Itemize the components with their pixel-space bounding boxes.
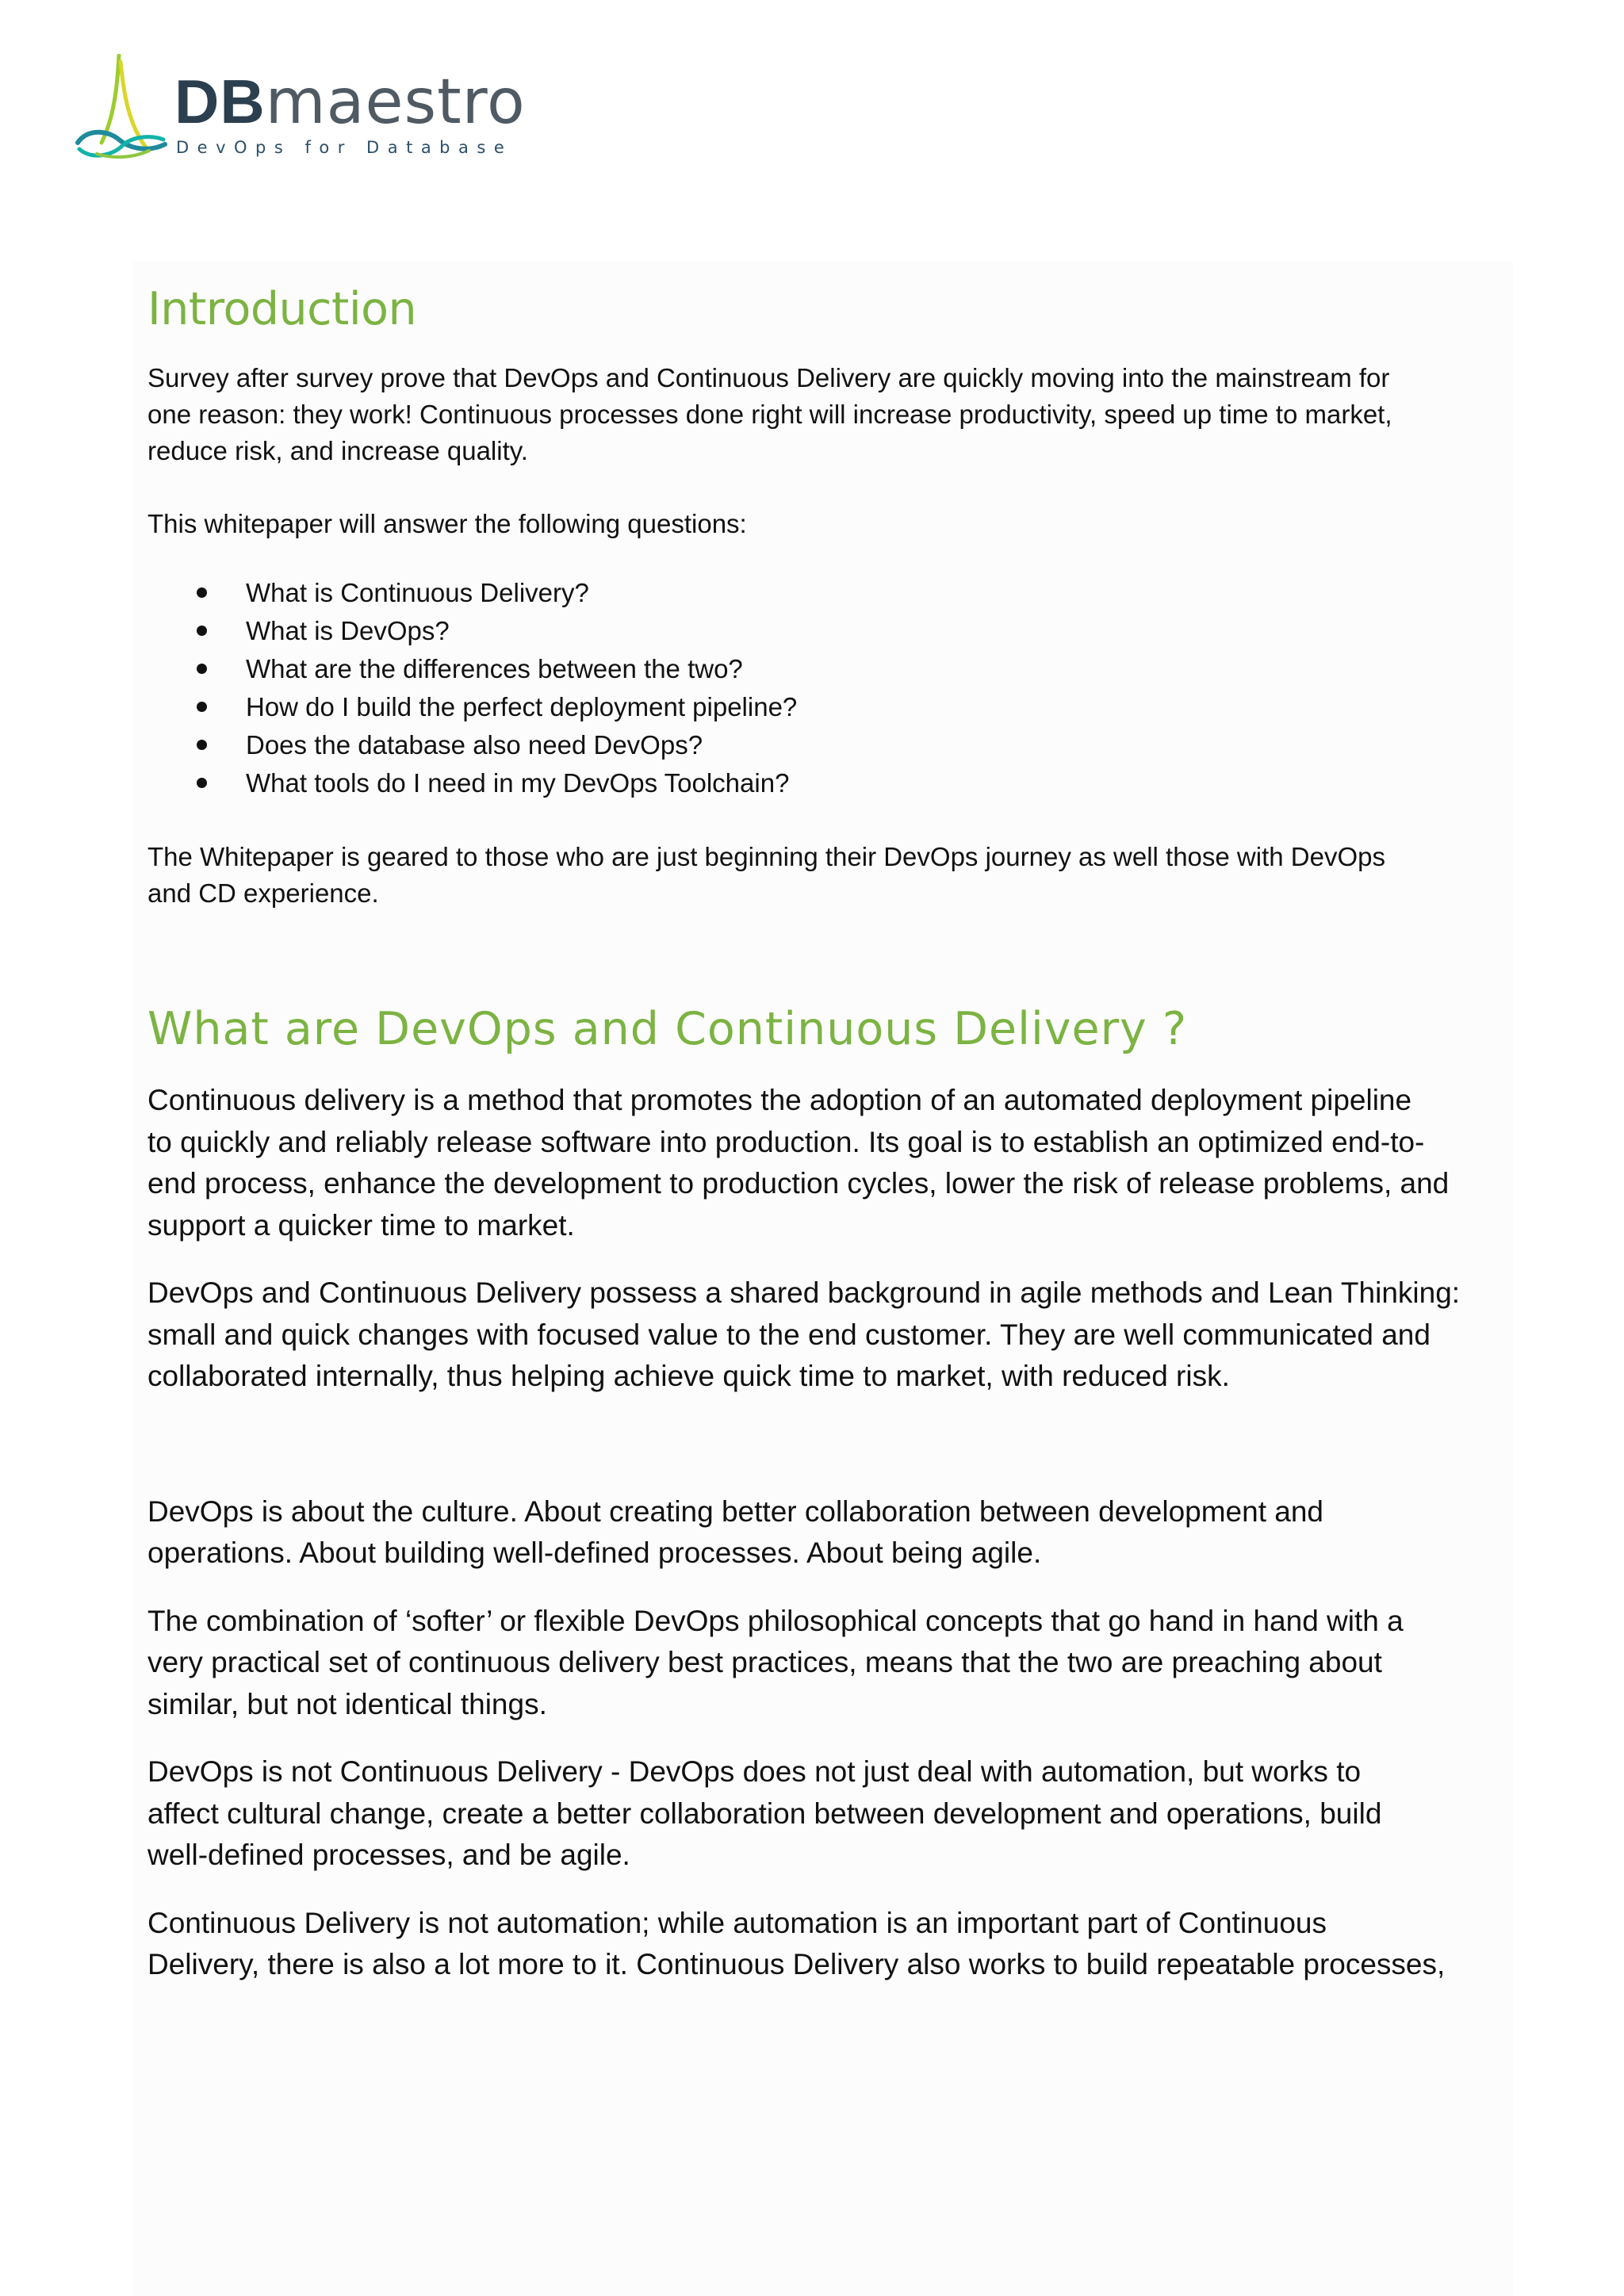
cd-paragraph-line: well-defined processes, and be agile. xyxy=(147,1839,630,1871)
list-item xyxy=(147,726,1488,764)
cd-paragraph-line: collaborated internally, thus helping achieve quick time to market, with reduced risk. xyxy=(147,1360,1230,1392)
question-text: What is DevOps? xyxy=(246,616,450,645)
intro-paragraph-line: one reason: they work! Continuous processes done right will increase productivity, speed up time to market, xyxy=(147,400,1392,429)
question-text: What are the differences between the two? xyxy=(246,654,743,683)
cd-paragraph-line: DevOps and Continuous Delivery possess a shared background in agile methods and Lean Thinking: xyxy=(147,1276,1461,1309)
cd-paragraph-line: very practical set of continuous delivery best practices, means that the two are preaching about xyxy=(147,1646,1382,1678)
cd-paragraph-line: operations. About building well-defined processes. About being agile. xyxy=(147,1536,1042,1569)
devops-cd-heading: What are DevOps and Continuous Delivery ? xyxy=(147,1003,1188,1055)
intro-paragraph-line: Survey after survey prove that DevOps and Continuous Delivery are quickly moving into the mainstream for xyxy=(147,363,1390,392)
logo-tagline: DevOps for Database xyxy=(176,138,513,157)
bullet-icon xyxy=(197,664,207,674)
intro-closing-line: The Whitepaper is geared to those who are just beginning their DevOps journey as well those with DevOps xyxy=(147,842,1385,871)
cd-paragraph-line: Continuous delivery is a method that promotes the adoption of an automated deployment pipeline xyxy=(147,1084,1412,1116)
introduction-heading: Introduction xyxy=(147,283,417,335)
questions-list xyxy=(147,574,1488,802)
document-content xyxy=(147,277,1488,1986)
bullet-icon xyxy=(197,587,207,598)
question-text: What is Continuous Delivery? xyxy=(246,578,589,607)
cd-paragraph-line: similar, but not identical things. xyxy=(147,1687,547,1720)
cd-paragraph-line: to quickly and reliably release software into production. Its goal is to establish an optimized end-to- xyxy=(147,1125,1425,1158)
intro-paragraph-line: reduce risk, and increase quality. xyxy=(147,436,528,465)
bullet-icon xyxy=(197,740,207,750)
cd-paragraph-line: affect cultural change, create a better collaboration between development and operations, build xyxy=(147,1797,1382,1830)
dbmaestro-logo-mark-icon xyxy=(73,54,168,162)
logo-wordmark xyxy=(174,67,526,138)
dbmaestro-logo xyxy=(73,54,526,165)
bullet-icon xyxy=(197,702,207,712)
logo-text-db: DB xyxy=(174,67,266,136)
cd-paragraph-line: DevOps is about the culture. About creating better collaboration between development and xyxy=(147,1494,1323,1528)
cd-paragraph-line: Continuous Delivery is not automation; while automation is an important part of Continuous xyxy=(147,1906,1327,1939)
question-text: What tools do I need in my DevOps Toolchain? xyxy=(246,768,790,798)
question-text: How do I build the perfect deployment pipeline? xyxy=(246,692,798,721)
cd-paragraph-line: The combination of ‘softer’ or flexible DevOps philosophical concepts that go hand in hand with a xyxy=(147,1604,1404,1637)
list-item xyxy=(147,612,1488,650)
list-item xyxy=(147,650,1488,688)
cd-paragraph-line: Delivery, there is also a lot more to it. Continuous Delivery also works to build repeatable processes, xyxy=(147,1948,1446,1980)
list-item xyxy=(147,764,1488,802)
cd-paragraph-line: support a quicker time to market. xyxy=(147,1208,575,1242)
list-item xyxy=(147,688,1488,726)
cd-paragraph-line: end process, enhance the development to production cycles, lower the risk of release problems, and xyxy=(147,1167,1450,1200)
questions-intro-text: This whitepaper will answer the following questions: xyxy=(147,509,747,538)
bullet-icon xyxy=(197,626,207,636)
list-item xyxy=(147,574,1488,612)
logo-text-maestro: maestro xyxy=(265,67,526,138)
cd-paragraph-line: DevOps is not Continuous Delivery - DevOps does not just deal with automation, but works to xyxy=(147,1755,1362,1788)
cd-paragraph-line: small and quick changes with focused value to the end customer. They are well communicated and xyxy=(147,1318,1431,1351)
intro-closing-line: and CD experience. xyxy=(147,878,379,908)
bullet-icon xyxy=(197,778,207,788)
question-text: Does the database also need DevOps? xyxy=(246,730,703,760)
